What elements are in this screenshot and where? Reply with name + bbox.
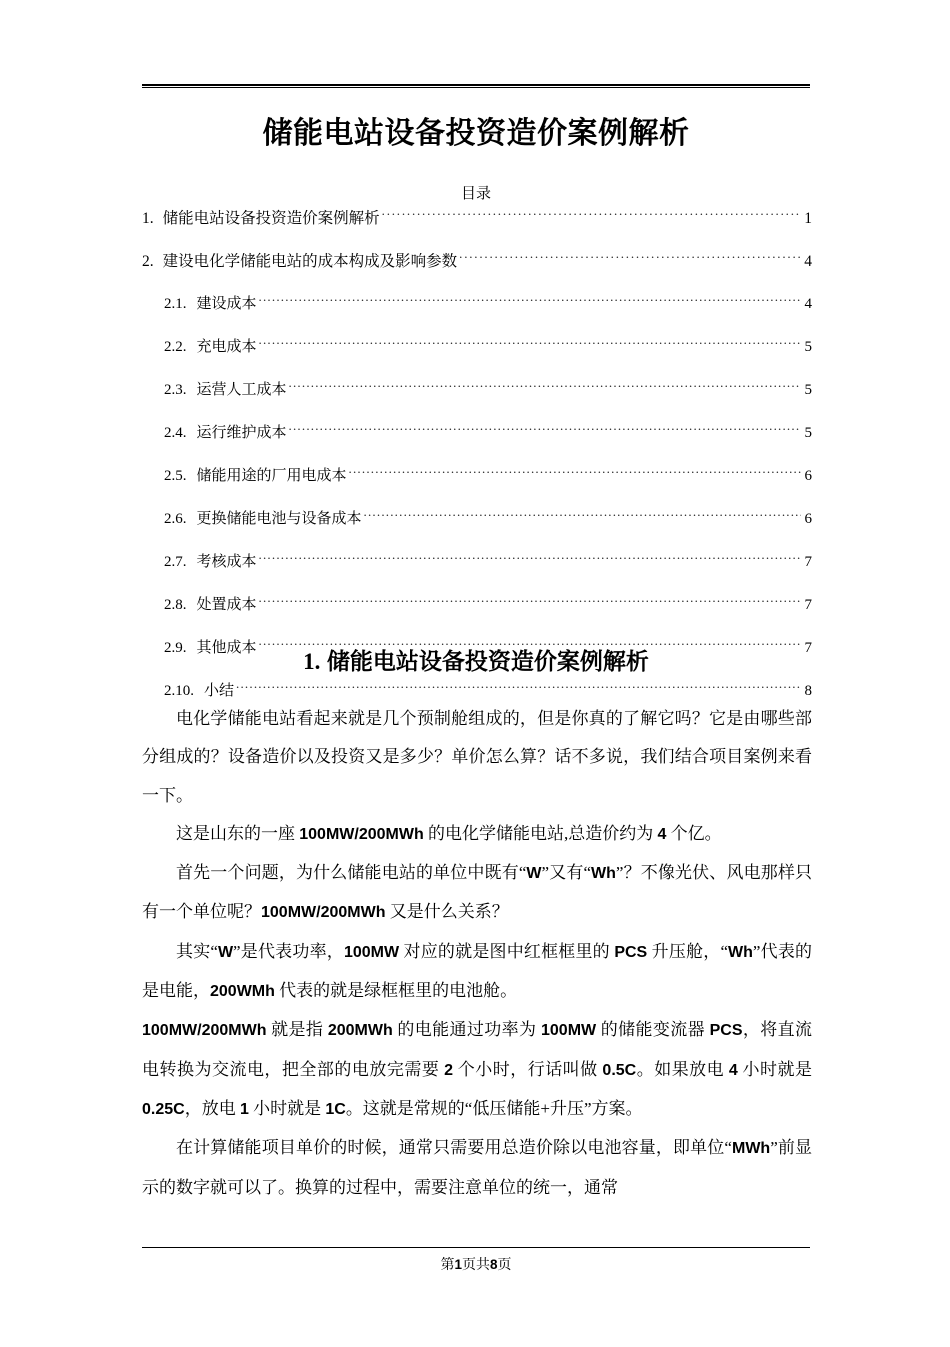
toc-entry-label: 储能电站设备投资造价案例解析 [162,209,380,227]
toc-entry-page-number: 5 [804,339,812,355]
toc-entry-label: 建设电化学储能电站的成本构成及影响参数 [162,252,458,270]
toc-entry[interactable] [142,250,812,293]
p4-run-a: 其实“ [176,941,218,961]
toc-entry-number: 2.5. [164,468,187,484]
toc-entry-number: 2.3. [164,382,187,398]
p2-run-e: 个亿。 [666,823,722,843]
p4-unit-wh: Wh [728,943,753,961]
paragraph-2 [142,815,812,854]
p2-run-c: 的电化学储能电站,总造价约为 [423,823,658,843]
toc-entry-number: 2.9. [164,640,187,656]
toc-dot-leader [289,422,801,437]
toc-dot-leader [259,594,801,609]
p5-run-l: 。如果放电 [636,1059,729,1079]
toc-entry-page-number: 8 [804,683,812,699]
page-header-rule [142,84,810,90]
toc-dot-leader [236,680,801,695]
toc-entry-label: 建设成本 [196,296,257,312]
toc-entry-number: 2.8. [164,597,187,613]
toc-entry-page-number: 4 [804,252,812,270]
p3-capacity-spec: 100MW/200MWh [261,904,386,922]
footer-total-pages: 8 [490,1257,498,1272]
p2-total-cost-value: 4 [657,825,667,843]
p4-run-k: 代表的就是绿框框里的电池舱。 [274,981,518,1001]
document-body [142,700,812,1207]
footer-middle: 页共 [462,1258,490,1273]
toc-entry[interactable] [142,594,812,637]
toc-heading: 目录 [460,186,491,202]
toc-entry-label: 运营人工成本 [196,382,287,398]
toc-entry-page-number: 7 [804,597,812,613]
p5-hours-1: 1 [239,1100,249,1118]
toc-entry[interactable] [142,465,812,508]
header-rule-thin [142,87,810,88]
toc-entry-page-number: 1 [804,209,812,227]
p5-run-b: 就是指 [266,1020,328,1040]
footer-current-page: 1 [454,1257,462,1272]
toc-entry[interactable] [142,508,812,551]
toc-entry-label: 充电成本 [196,339,257,355]
toc-dot-leader [364,508,801,523]
p5-power-value: 100MW [541,1022,597,1040]
toc-entry-label: 小结 [204,683,235,699]
toc-entry[interactable] [142,207,812,250]
toc-entry-number: 2.6. [164,511,187,527]
toc-dot-leader [259,293,801,308]
p3-unit-wh: Wh [591,865,616,883]
p4-power-value: 100MW [343,943,400,961]
toc-entry-number: 2.2. [164,339,187,355]
paragraph-4 [142,933,812,1012]
paragraph-1-text: 电化学储能电站看起来就是几个预制舱组成的，但是你真的了解它吗？它是由哪些部分组成的？设备造价以及投资又是多少？单价怎么算？话不多说，我们结合项目案例来看一下。 [142,709,812,805]
page-footer [142,1247,810,1276]
p6-unit-mwh: MWh [731,1140,771,1158]
toc-entry[interactable] [142,293,812,336]
toc-dot-leader [259,336,801,351]
p5-run-j: 个小时，行话叫做 [453,1059,603,1079]
header-rule-thick [142,84,810,86]
p5-rate-half-c: 0.5C [602,1061,637,1079]
toc-dot-leader [259,551,801,566]
toc-entry-page-number: 6 [804,511,812,527]
document-title: 储能电站设备投资造价案例解析 [262,117,690,150]
p5-run-f: 的储能变流器 [596,1020,710,1040]
toc-entry-number: 2.7. [164,554,187,570]
p5-capacity-spec: 100MW/200MWh [142,1022,267,1040]
toc-dot-leader [382,207,801,223]
footer-rule [142,1247,810,1248]
p5-energy-value: 200MWh [327,1022,393,1040]
p5-run-t: 。这就是常规的“低压储能+升压”方案。 [345,1098,643,1118]
toc-entry-number: 2.1. [164,296,187,312]
paragraph-3 [142,854,812,933]
toc-entry-page-number: 5 [804,382,812,398]
section-number: 1. [303,649,321,674]
p4-run-g: 升压舱，“ [647,941,729,961]
paragraph-5 [142,1011,812,1129]
p3-run-c: ”又有“ [541,863,592,883]
section-heading [142,645,810,678]
page-number-indicator [142,1255,810,1276]
toc-entry-label: 储能用途的厂用电成本 [196,468,347,484]
toc-entry-number: 2.4. [164,425,187,441]
p5-rate-one-c: 1C [325,1100,346,1118]
p4-pcs-label: PCS [614,943,648,961]
footer-suffix: 页 [497,1258,512,1273]
toc-entry-number: 2. [142,252,154,270]
p5-hours-4: 4 [728,1061,738,1079]
p5-run-d: 的电能通过功率为 [392,1020,541,1040]
p4-energy-value: 200WMh [210,983,275,1001]
p4-run-c: ”是代表功率， [233,941,344,961]
p5-rate-quarter-c: 0.25C [142,1100,185,1118]
p2-run-a: 这是山东的一座 [176,823,300,843]
p3-run-a: 首先一个问题，为什么储能电站的单位中既有“ [176,863,527,883]
p5-run-n: 小时就是 [737,1059,813,1079]
toc-entry[interactable] [142,379,812,422]
p3-run-g: 又是什么关系？ [385,902,509,922]
toc-entry-label: 运行维护成本 [196,425,287,441]
p3-unit-w: W [526,865,542,883]
toc-entry-label: 其他成本 [196,640,257,656]
toc-entry-page-number: 7 [804,554,812,570]
toc-dot-leader [289,379,801,394]
toc-entry[interactable] [142,551,812,594]
p2-capacity-spec: 100MW/200MWh [299,825,424,843]
p3-run-e: ”？不像光伏、风电那样只有一个单位呢？ [142,863,813,922]
p5-run-r: 小时就是 [248,1098,326,1118]
paragraph-6 [142,1129,812,1207]
toc-entry-label: 考核成本 [196,554,257,570]
toc-dot-leader [349,465,801,480]
toc-entry-page-number: 7 [804,640,812,656]
p4-run-e: 对应的就是图中红框框里的 [399,941,615,961]
toc-entry-label: 处置成本 [196,597,257,613]
p4-run-i: ”代表的是电能， [142,941,813,1001]
p6-run-c: ”前显示的数字就可以了。换算的过程中，需要注意单位的统一，通常 [142,1138,813,1197]
toc-entry-page-number: 5 [804,425,812,441]
toc-dot-leader [459,250,801,266]
toc-entry[interactable] [142,422,812,465]
p5-run-h: ，将直流电转换为交流电，把全部的电放完需要 [142,1020,813,1079]
toc-entry-label: 更换储能电池与设备成本 [196,511,362,527]
section-title: 储能电站设备投资造价案例解析 [326,648,649,674]
toc-entry[interactable] [142,336,812,379]
toc-entry-page-number: 6 [804,468,812,484]
toc-entry-number: 2.10. [164,683,194,699]
p4-unit-w: W [217,943,234,961]
p5-hours-2: 2 [444,1061,453,1079]
p6-run-a: 在计算储能项目单价的时候，通常只需要用总造价除以电池容量，即单位“ [176,1138,732,1158]
p5-pcs-label: PCS [709,1022,743,1040]
toc-entry-page-number: 4 [804,296,812,312]
footer-prefix: 第 [440,1258,455,1273]
paragraph-1 [142,700,812,815]
toc-entry-number: 1. [142,209,154,227]
p5-run-p: ，放电 [184,1098,240,1118]
